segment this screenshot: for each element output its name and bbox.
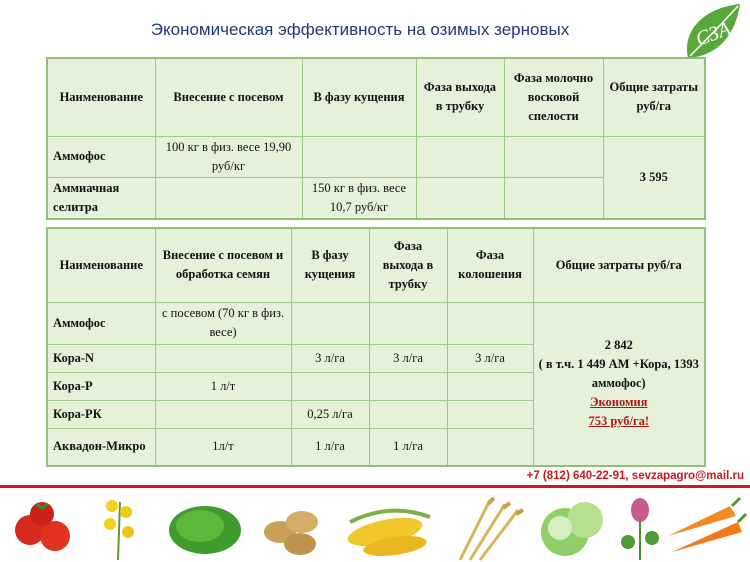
cell xyxy=(369,302,447,344)
cell xyxy=(155,400,291,428)
cell: 1л/т xyxy=(155,428,291,466)
cell xyxy=(504,136,603,177)
cell xyxy=(447,372,533,400)
col-header-name: Наименование xyxy=(47,58,155,136)
cell: 1 л/т xyxy=(155,372,291,400)
table-row xyxy=(47,136,705,177)
cell xyxy=(369,372,447,400)
cell xyxy=(291,302,369,344)
cell xyxy=(504,177,603,219)
cell xyxy=(155,177,302,219)
cell: 100 кг в физ. весе 19,90 руб/кг xyxy=(155,136,302,177)
corn-icon xyxy=(345,511,430,560)
col-header-earing: Фаза колошения xyxy=(447,228,533,302)
cell xyxy=(416,177,504,219)
col-header-total-cost: Общие затраты руб/га xyxy=(603,58,705,136)
col-header-booting: Фаза выхода в трубку xyxy=(416,58,504,136)
cell xyxy=(447,302,533,344)
col-header-tillering: В фазу кущения xyxy=(302,58,416,136)
row-name: Кора-N xyxy=(47,344,155,372)
clover-icon xyxy=(621,498,659,560)
cell: 150 кг в физ. весе 10,7 руб/кг xyxy=(302,177,416,219)
lettuce-icon xyxy=(169,506,241,554)
total-cost-value: 2 842 xyxy=(604,338,633,353)
row-name: Аммофос xyxy=(47,136,155,177)
table-fertilizer-standard xyxy=(46,57,706,220)
cell: 3 л/га xyxy=(369,344,447,372)
total-cost-cell xyxy=(533,302,705,466)
cell xyxy=(447,428,533,466)
cell xyxy=(369,400,447,428)
cell: с посевом (70 кг в физ. весе) xyxy=(155,302,291,344)
svg-text:СЗА: СЗА xyxy=(692,17,734,51)
cell xyxy=(447,400,533,428)
carrots-icon xyxy=(668,498,746,552)
cell xyxy=(291,372,369,400)
total-cost-value: 3 595 xyxy=(603,136,705,219)
col-header-name: Наименование xyxy=(47,228,155,302)
cabbage-icon xyxy=(541,502,603,556)
economy-label: Экономия xyxy=(590,395,648,410)
col-header-booting: Фаза выхода в трубку xyxy=(369,228,447,302)
table-row xyxy=(47,302,705,344)
cell: 3 л/га xyxy=(447,344,533,372)
divider xyxy=(0,485,750,488)
row-name: Аквадон-Микро xyxy=(47,428,155,466)
col-header-sowing: Внесение с посевом xyxy=(155,58,302,136)
row-name: Кора-РК xyxy=(47,400,155,428)
table-fertilizer-kora xyxy=(46,227,706,467)
cell xyxy=(302,136,416,177)
contact-info: +7 (812) 640-22-91, sevzapagro@mail.ru xyxy=(526,470,744,482)
cell: 1 л/га xyxy=(369,428,447,466)
cell: 1 л/га xyxy=(291,428,369,466)
total-cost-detail: ( в т.ч. 1 449 АМ +Кора, 1393 аммофос) xyxy=(538,357,699,391)
cell: 0,25 л/га xyxy=(291,400,369,428)
wheat-icon xyxy=(460,498,523,560)
tomatoes-icon xyxy=(15,502,70,551)
row-name: Кора-Р xyxy=(47,372,155,400)
col-header-tillering: В фазу кущения xyxy=(291,228,369,302)
cell: 3 л/га xyxy=(291,344,369,372)
potatoes-icon xyxy=(264,511,318,555)
col-header-milk-ripeness: Фаза молочно восковой спелости xyxy=(504,58,603,136)
row-name: Аммофос xyxy=(47,302,155,344)
economy-value: 753 руб/га! xyxy=(588,414,650,429)
cell xyxy=(416,136,504,177)
rapeseed-flowers-icon xyxy=(104,500,134,560)
cell xyxy=(155,344,291,372)
row-name: Аммиачная селитра xyxy=(47,177,155,219)
footer-vegetables xyxy=(0,492,750,562)
col-header-total-cost: Общие затраты руб/га xyxy=(533,228,705,302)
company-logo xyxy=(680,2,746,62)
page-title: Экономическая эффективность на озимых зерновых xyxy=(150,20,570,39)
col-header-sowing: Внесение с посевом и обработка семян xyxy=(155,228,291,302)
